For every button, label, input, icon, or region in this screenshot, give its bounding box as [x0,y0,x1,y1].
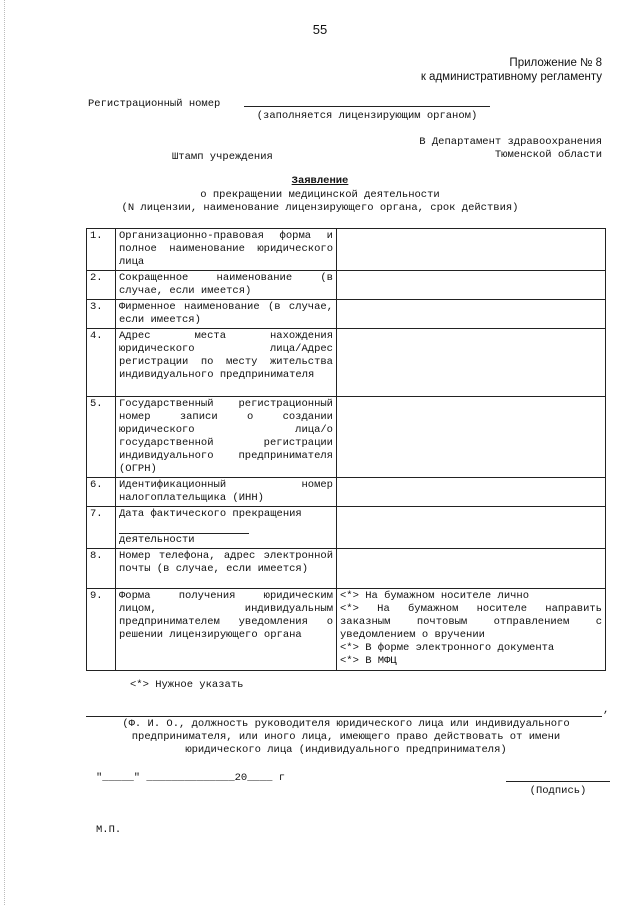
signature-field[interactable] [506,781,610,782]
row-label: Сокращенное наименование (в случае, если имеется) [116,271,337,300]
delivery-option-paper-by-mail[interactable]: <*> На бумажном носителе направить заказным почтовым отправлением с уведомлением о вручении [340,603,602,641]
registration-number-hint: (заполняется лицензирующим органом) [256,110,478,122]
row-value-field[interactable] [337,397,606,478]
delivery-option-mfc[interactable]: <*> В МФЦ [340,655,397,667]
row-value-field[interactable] [337,300,606,329]
recipient-line-1: В Департамент здравоохранения [419,136,602,148]
seal-placeholder: М.П. [96,824,122,836]
row-label: Адрес места нахождения юридического лица/Адрес регистрации по месту жительства индивидуального предпринимателя [116,329,337,397]
table-row [87,397,606,478]
document-subtitle: о прекращении медицинской деятельности [200,189,440,201]
row-number: 1. [87,229,116,271]
date-field[interactable]: "_____" ______________20____ г [96,772,286,784]
table-row [87,271,606,300]
document-title: Заявление [291,175,349,187]
applicant-name-field[interactable] [86,716,602,717]
table-row [87,229,606,271]
row-label [116,507,337,549]
document-subtitle-hint: (N лицензии, наименование лицензирующего органа, срок действия) [121,202,519,214]
page-margin-dots [4,0,5,905]
row-value-field[interactable] [337,507,606,549]
application-form-table [86,228,606,671]
table-row [87,507,606,549]
row-number: 4. [87,329,116,397]
table-row [87,478,606,507]
appendix-line-2: к административному регламенту [420,71,602,83]
row-label: Фирменное наименование (в случае, если имеется) [116,300,337,329]
row-number: 6. [87,478,116,507]
institution-stamp-label: Штамп учреждения [172,151,273,163]
row-number: 5. [87,397,116,478]
delivery-option-electronic[interactable]: <*> В форме электронного документа [340,642,555,654]
signature-hint: (Подпись) [529,785,587,797]
delivery-option-paper-in-person[interactable]: <*> На бумажном носителе лично [340,590,530,602]
row-value-field[interactable] [337,329,606,397]
delivery-options [337,589,606,671]
row-number: 3. [87,300,116,329]
name-hint-line-2: предпринимателя, или иного лица, имеющего право действовать от имени [131,731,561,743]
row-number: 2. [87,271,116,300]
row-label: Форма получения юридическим лицом, индивидуальным предпринимателем уведомления о решении лицензирующего органа [116,589,337,671]
table-row [87,589,606,671]
row-label: Идентификационный номер налогоплательщика (ИНН) [116,478,337,507]
recipient-line-2: Тюменской области [494,149,602,161]
recipient-block [419,136,602,162]
row-value-field[interactable] [337,271,606,300]
appendix-heading [421,56,602,84]
table-row [87,300,606,329]
row-value-field[interactable] [337,478,606,507]
row-number: 8. [87,549,116,589]
row-label: Номер телефона, адрес электронной почты (в случае, если имеется) [116,549,337,589]
applicant-name-hint [86,718,606,757]
name-line-comma: , [603,704,610,716]
appendix-line-1: Приложение № 8 [509,57,602,69]
registration-number-label: Регистрационный номер [88,98,221,110]
name-hint-line-3: юридического лица (индивидуального предпринимателя) [185,744,507,756]
row-label-text-continued: деятельности [119,534,195,546]
footnote: <*> Нужное указать [130,679,244,691]
table-row [87,329,606,397]
row-label: Организационно-правовая форма и полное наименование юридического лица [116,229,337,271]
row-value-field[interactable] [337,229,606,271]
page-number: 55 [312,22,328,37]
name-hint-line-1: (Ф. И. О., должность руководителя юридического лица или индивидуального [122,718,570,730]
row-number: 9. [87,589,116,671]
row-label: Государственный регистрационный номер записи о создании юридического лица/о государственной регистрации индивидуального предпринимателя (ОГРН) [116,397,337,478]
registration-number-field[interactable] [244,106,490,107]
row-value-field[interactable] [337,549,606,589]
table-row [87,549,606,589]
row-number: 7. [87,507,116,549]
row-label-text: Дата фактического прекращения [119,508,302,520]
row-label-blank-line [119,521,249,534]
